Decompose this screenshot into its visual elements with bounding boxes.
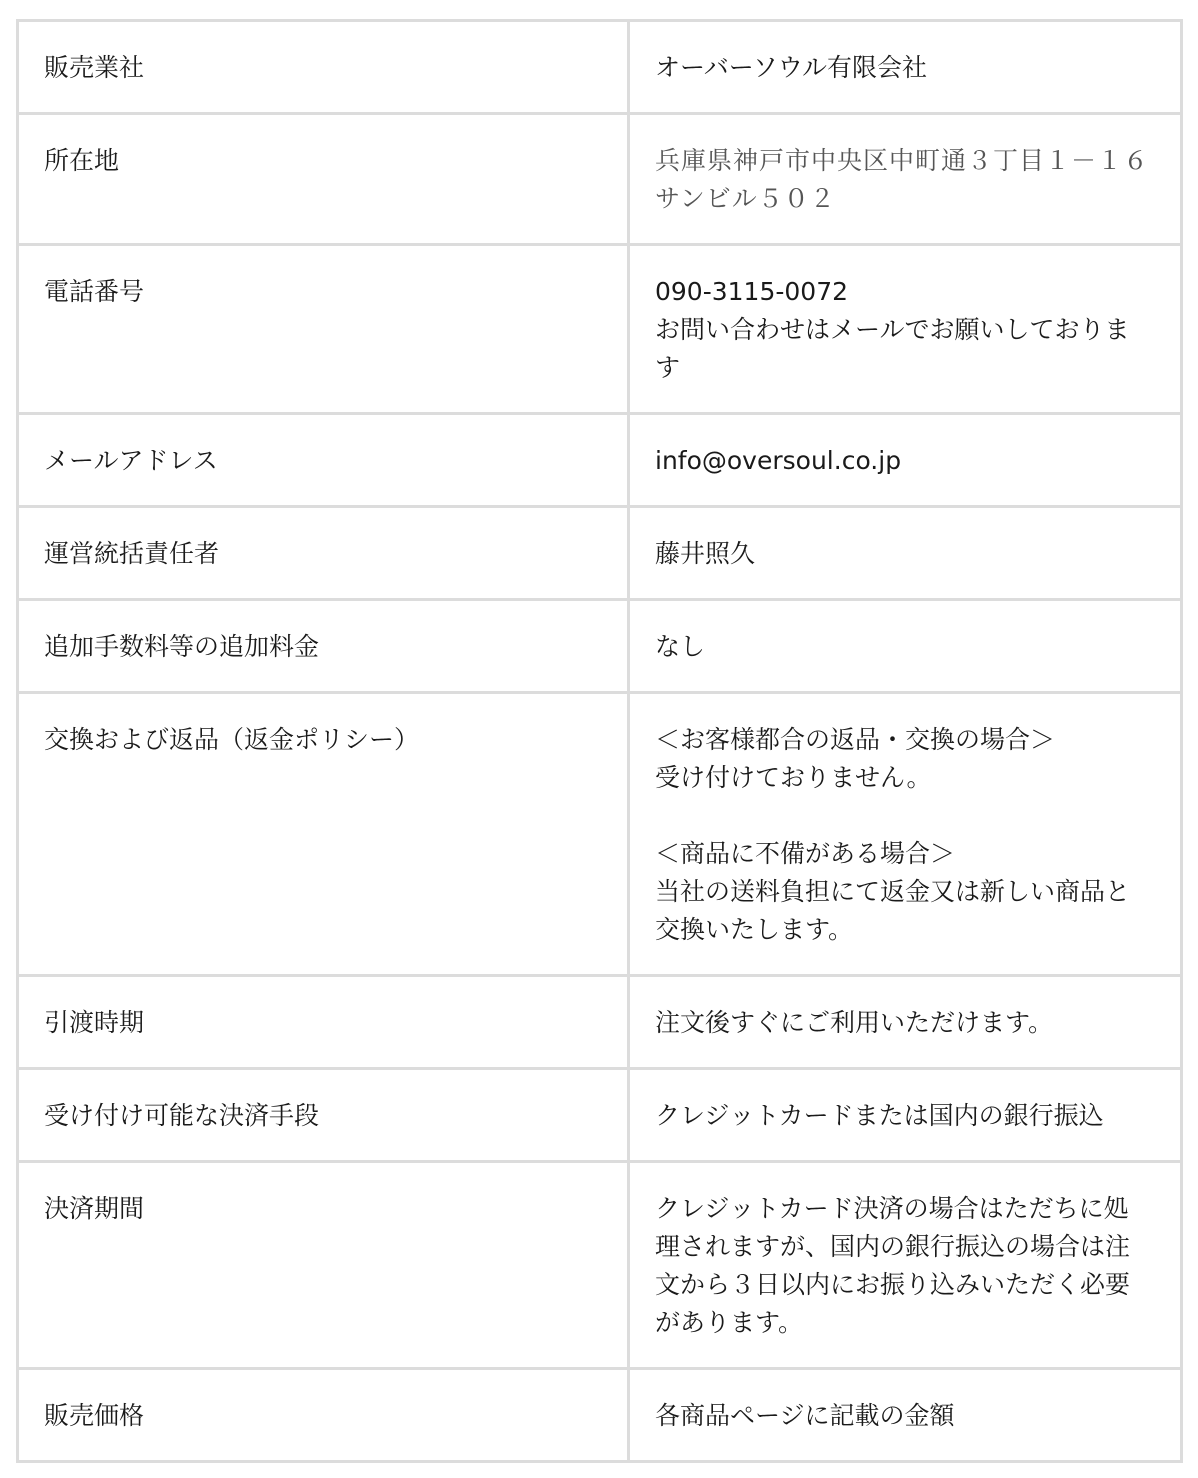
value-line: クレジットカード決済の場合はただちに処 [655,1194,1129,1223]
row-value [629,1162,1182,1369]
row-value [629,693,1182,976]
value-line: 090-3115-0072 [655,277,849,306]
row-label: 受け付け可能な決済手段 [18,1069,629,1162]
value-line: 交換いたします。 [655,915,854,944]
row-label: 販売価格 [18,1369,629,1462]
legal-info-table-wrapper [16,19,1180,1463]
row-label: 決済期間 [18,1162,629,1369]
row-value [629,507,1182,600]
value-line: 藤井照久 [655,539,756,568]
row-label: 交換および返品（返金ポリシー） [18,693,629,976]
table-row [18,976,1182,1069]
legal-info-table [16,19,1183,1463]
row-value [629,114,1182,245]
value-line: ＜商品に不備がある場合＞ [655,839,956,868]
table-row [18,414,1182,507]
row-value [629,245,1182,414]
value-line: info@oversoul.co.jp [655,446,902,475]
table-row [18,1069,1182,1162]
value-line: 兵庫県神戸市中央区中町通３丁目１－１６ [655,146,1150,175]
row-label: メールアドレス [18,414,629,507]
value-line: 当社の送料負担にて返金又は新しい商品と [655,877,1131,906]
value-line: 理されますが、国内の銀行振込の場合は注 [655,1232,1131,1261]
value-line: 受け付けておりません。 [655,763,932,792]
blank-line [655,797,1160,835]
value-line: サンビル５０２ [655,184,836,213]
value-line: す [655,353,681,382]
row-label: 電話番号 [18,245,629,414]
value-line: クレジットカードまたは国内の銀行振込 [655,1101,1104,1130]
row-value [629,21,1182,114]
row-label: 運営統括責任者 [18,507,629,600]
value-line: 注文後すぐにご利用いただけます。 [655,1008,1054,1037]
table-row [18,21,1182,114]
row-value [629,1369,1182,1462]
table-row [18,114,1182,245]
row-value [629,600,1182,693]
row-label: 引渡時期 [18,976,629,1069]
legal-info-table-body [18,21,1182,1462]
value-line: お問い合わせはメールでお願いしておりま [655,315,1130,344]
table-row [18,600,1182,693]
table-row [18,507,1182,600]
value-line: があります。 [655,1308,804,1337]
value-line: ＜お客様都合の返品・交換の場合＞ [655,725,1056,754]
row-value [629,976,1182,1069]
row-label: 販売業社 [18,21,629,114]
row-label: 所在地 [18,114,629,245]
value-line: オーバーソウル有限会社 [655,53,928,82]
value-line: 文から３日以内にお振り込みいただく必要 [655,1270,1131,1299]
row-label: 追加手数料等の追加料金 [18,600,629,693]
table-row [18,693,1182,976]
table-row [18,1162,1182,1369]
row-value [629,414,1182,507]
value-line: 各商品ページに記載の金額 [655,1401,955,1430]
table-row [18,1369,1182,1462]
row-value [629,1069,1182,1162]
value-line: なし [655,632,706,661]
table-row [18,245,1182,414]
